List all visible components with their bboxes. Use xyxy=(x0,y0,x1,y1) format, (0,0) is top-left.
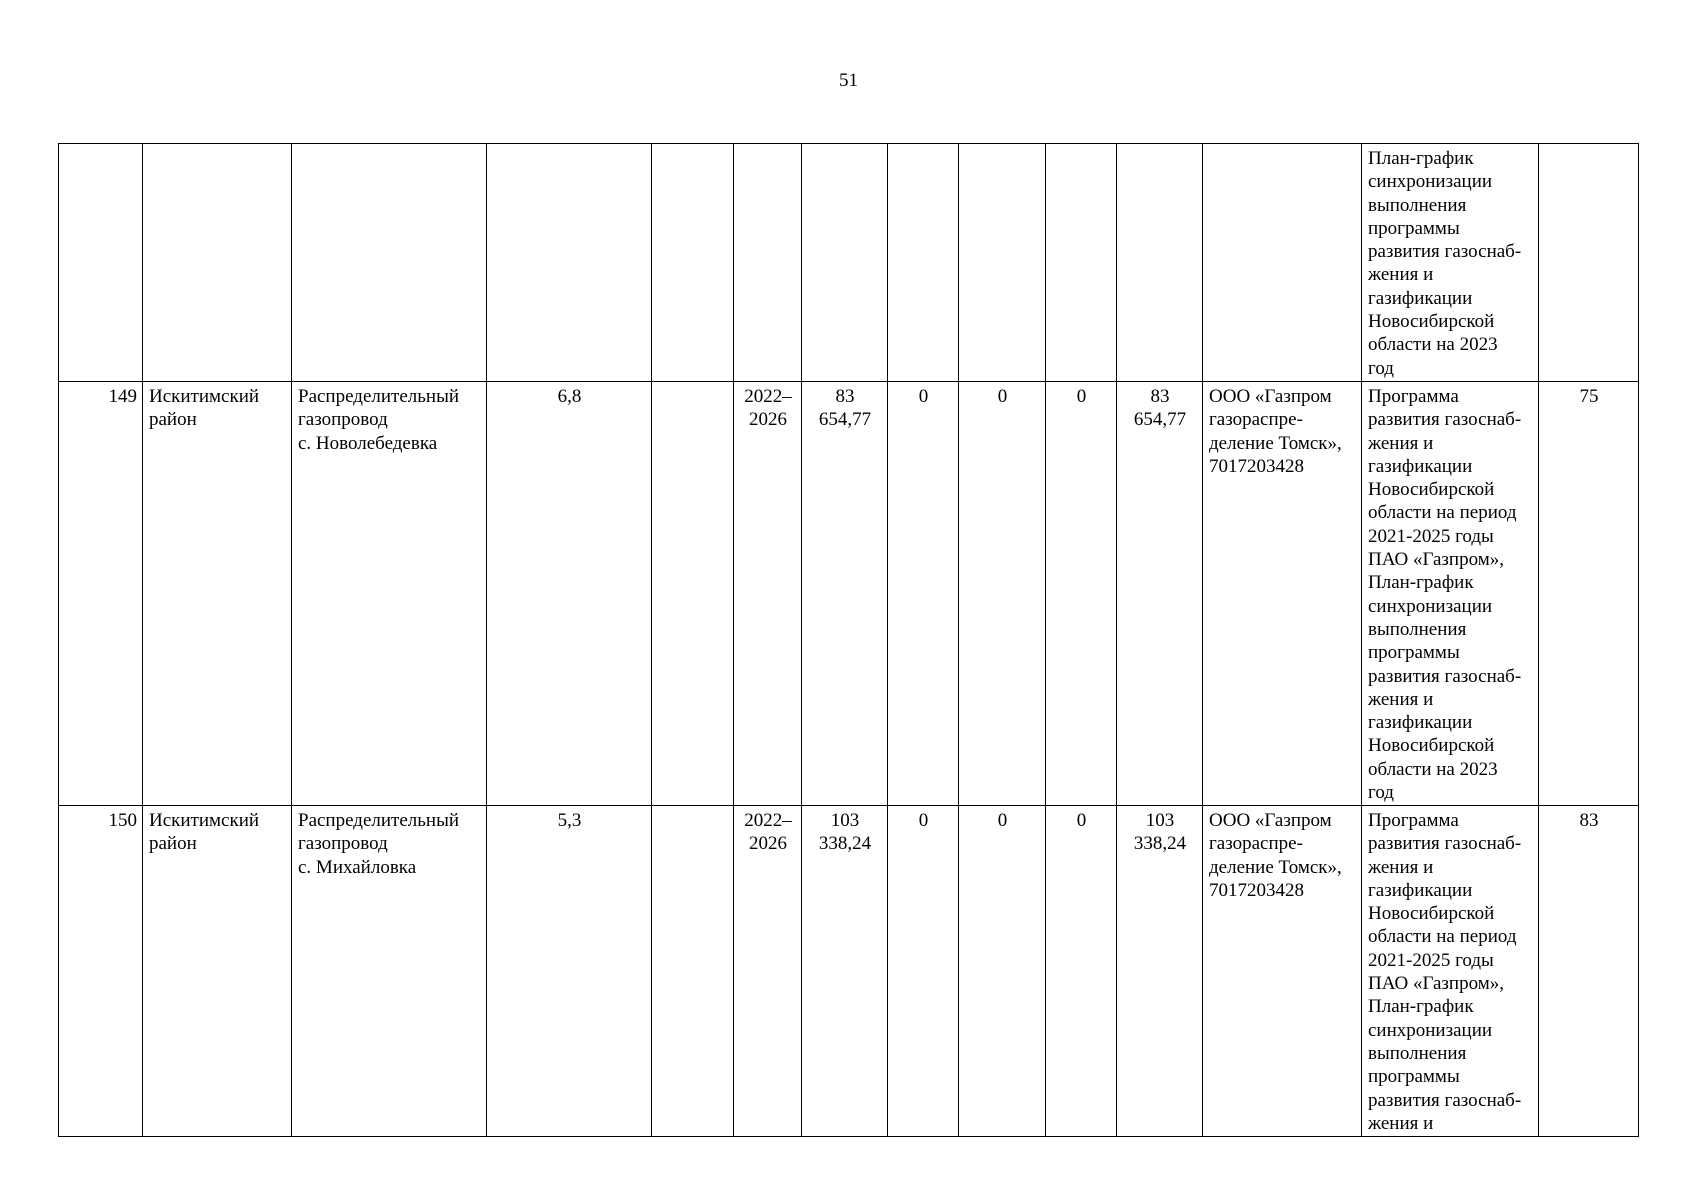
cell-last: 83 xyxy=(1539,806,1639,1137)
cell-district: Искитимский район xyxy=(143,806,292,1137)
cell-district xyxy=(143,144,292,382)
cell-program: Программа развития газоснаб- жения и газификации Новосибирской области на период 2021-2025 годы ПАО «Газпром», План-график синхронизации выполнения программы развития газоснаб- жения и xyxy=(1362,806,1539,1137)
cell-object xyxy=(292,144,487,382)
cell-org: ООО «Газпром газораспре- деление Томск», 7017203428 xyxy=(1203,806,1362,1137)
cell-total: 83 654,77 xyxy=(802,382,888,806)
cell-col5 xyxy=(652,806,734,1137)
cell-total xyxy=(802,144,888,382)
table-row-continuation xyxy=(59,144,1639,382)
cell-no: 150 xyxy=(59,806,143,1137)
data-table xyxy=(58,143,1639,1137)
cell-program: Программа развития газоснаб- жения и газификации Новосибирской области на период 2021-2025 годы ПАО «Газпром», План-график синхронизации выполнения программы развития газоснаб- жения и газификации Новосибирской области на 2023 год xyxy=(1362,382,1539,806)
page-number: 51 xyxy=(839,70,858,91)
cell-org xyxy=(1203,144,1362,382)
cell-program xyxy=(1362,144,1539,382)
cell-object: Распределительный газопровод с. Новолебедевка xyxy=(292,382,487,806)
cell-length: 5,3 xyxy=(487,806,652,1137)
table-row xyxy=(59,382,1639,806)
cell-no: 149 xyxy=(59,382,143,806)
cell-col5 xyxy=(652,144,734,382)
cell-c11 xyxy=(1117,144,1203,382)
cell-c9: 0 xyxy=(959,806,1046,1137)
cell-object: Распределительный газопровод с. Михайловка xyxy=(292,806,487,1137)
cell-c8: 0 xyxy=(888,806,959,1137)
cell-c11: 83 654,77 xyxy=(1117,382,1203,806)
cell-c9: 0 xyxy=(959,382,1046,806)
cell-c10: 0 xyxy=(1046,382,1117,806)
cell-c8: 0 xyxy=(888,382,959,806)
cell-col5 xyxy=(652,382,734,806)
cell-org: ООО «Газпром газораспре- деление Томск», 7017203428 xyxy=(1203,382,1362,806)
cell-c10 xyxy=(1046,144,1117,382)
cell-district: Искитимский район xyxy=(143,382,292,806)
cell-period xyxy=(734,144,802,382)
cell-c11: 103 338,24 xyxy=(1117,806,1203,1137)
cell-no xyxy=(59,144,143,382)
program-lines: План-график синхронизации выполнения программы развития газоснаб- жения и газификации Новосибирской области на 2023 год xyxy=(1368,148,1522,379)
cell-total: 103 338,24 xyxy=(802,806,888,1137)
table-row xyxy=(59,806,1639,1137)
cell-period: 2022– 2026 xyxy=(734,806,802,1137)
cell-last xyxy=(1539,144,1639,382)
cell-c10: 0 xyxy=(1046,806,1117,1137)
cell-last: 75 xyxy=(1539,382,1639,806)
cell-period: 2022– 2026 xyxy=(734,382,802,806)
cell-c9 xyxy=(959,144,1046,382)
cell-c8 xyxy=(888,144,959,382)
cell-length: 6,8 xyxy=(487,382,652,806)
cell-length xyxy=(487,144,652,382)
